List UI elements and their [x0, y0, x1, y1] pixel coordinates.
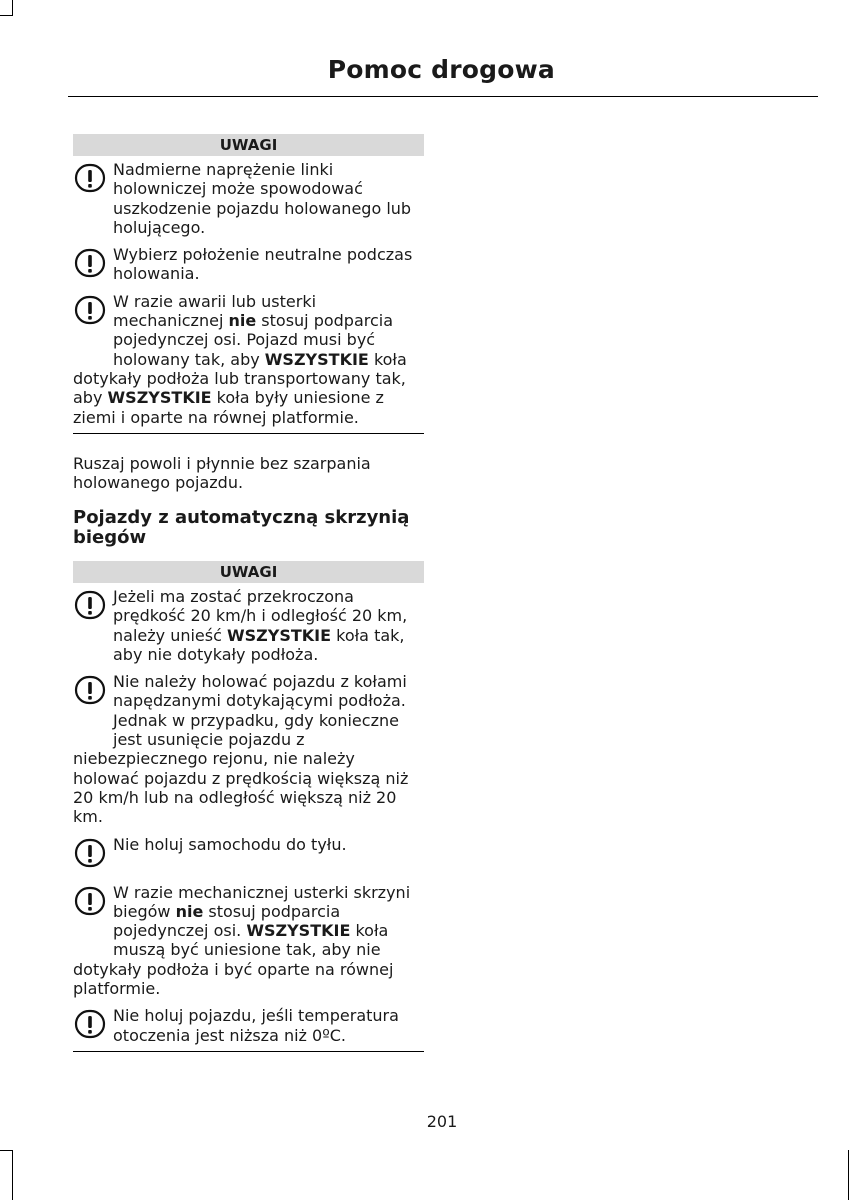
emphasis: WSZYSTKIE	[226, 625, 332, 645]
page-title: Pomoc drogowa	[327, 55, 555, 84]
note-text: Wybierz położenie neutralne podczas holowania.	[113, 245, 413, 284]
crop-mark	[12, 0, 13, 15]
body-paragraph: Ruszaj powoli i płynnie bez szarpania holowanego pojazdu.	[73, 454, 371, 493]
note-text-part: koła były uniesione z ziemi i oparte na równej platformie.	[73, 388, 384, 427]
crop-mark	[0, 15, 13, 16]
warning-exclamation-icon	[74, 247, 106, 279]
warning-exclamation-icon	[74, 1008, 106, 1040]
crop-mark	[0, 1150, 13, 1151]
warning-exclamation-icon	[74, 294, 106, 326]
warning-exclamation-icon	[74, 589, 106, 621]
warning-note	[73, 587, 424, 664]
warning-exclamation-icon	[74, 837, 106, 869]
note-text: Nie należy holować pojazdu z kołami napędzanymi dotykającymi podłoża. Jednak w przypadku, gdy konieczne jest usunięcie pojazdu z niebezpiecznego rejonu, nie należy holować pojazdu z prędkością większą niż 20 km/h lub na odległość większą niż 20 km.	[73, 672, 409, 827]
warning-note	[73, 1006, 424, 1045]
page-number: 201	[426, 1112, 458, 1131]
notes-block-1	[73, 134, 424, 434]
warning-note	[73, 672, 424, 826]
emphasis: WSZYSTKIE	[246, 921, 351, 941]
note-text-part: W razie mechanicznej usterki skrzyni biegów	[113, 882, 411, 921]
emphasis: WSZYSTKIE	[264, 349, 369, 369]
warning-exclamation-icon	[74, 674, 106, 706]
emphasis: nie	[228, 311, 257, 331]
note-text: Nie holuj pojazdu, jeśli temperatura otoczenia jest niższa niż 0ºC.	[113, 1006, 399, 1045]
emphasis: nie	[175, 901, 204, 921]
note-text-part: koła muszą być uniesione tak, aby nie dotykały podłoża i być oparte na równej platformie.	[73, 921, 394, 999]
note-text-part: koła tak, aby nie dotykały podłoża.	[113, 625, 405, 664]
notes-end-rule	[73, 1051, 424, 1052]
crop-mark	[848, 1150, 849, 1200]
section-subheading: Pojazdy z automatyczną skrzynią biegów	[73, 507, 410, 548]
note-text-part: W razie awarii lub usterki mechanicznej	[113, 291, 317, 331]
emphasis: WSZYSTKIE	[107, 388, 212, 408]
warning-note	[73, 245, 424, 284]
warning-note	[73, 883, 424, 999]
crop-mark	[12, 1150, 13, 1200]
note-text-part: Jeżeli ma zostać przekroczona prędkość 20 km/h i odległość 20 km, należy unieść	[113, 587, 408, 645]
notes-header: UWAGI	[73, 134, 424, 156]
warning-note	[73, 292, 424, 427]
notes-end-rule	[73, 433, 424, 434]
warning-note	[73, 835, 424, 875]
note-text-part: stosuj podparcia pojedynczej osi. Pojazd musi być holowany tak, aby	[113, 311, 394, 369]
note-text-part: stosuj podparcia pojedynczej osi.	[113, 901, 341, 941]
warning-note	[73, 160, 424, 237]
notes-block-2	[73, 561, 424, 1052]
warning-exclamation-icon	[74, 885, 106, 917]
warning-exclamation-icon	[74, 162, 106, 194]
note-text-part: koła dotykały podłoża lub transportowany tak, aby	[73, 349, 407, 408]
title-divider	[68, 96, 818, 97]
note-text: Nadmierne naprężenie linki holowniczej może spowodować uszkodzenie pojazdu holowanego lub holującego.	[113, 160, 412, 237]
note-text: Nie holuj samochodu do tyłu.	[113, 834, 347, 854]
notes-header: UWAGI	[73, 561, 424, 583]
